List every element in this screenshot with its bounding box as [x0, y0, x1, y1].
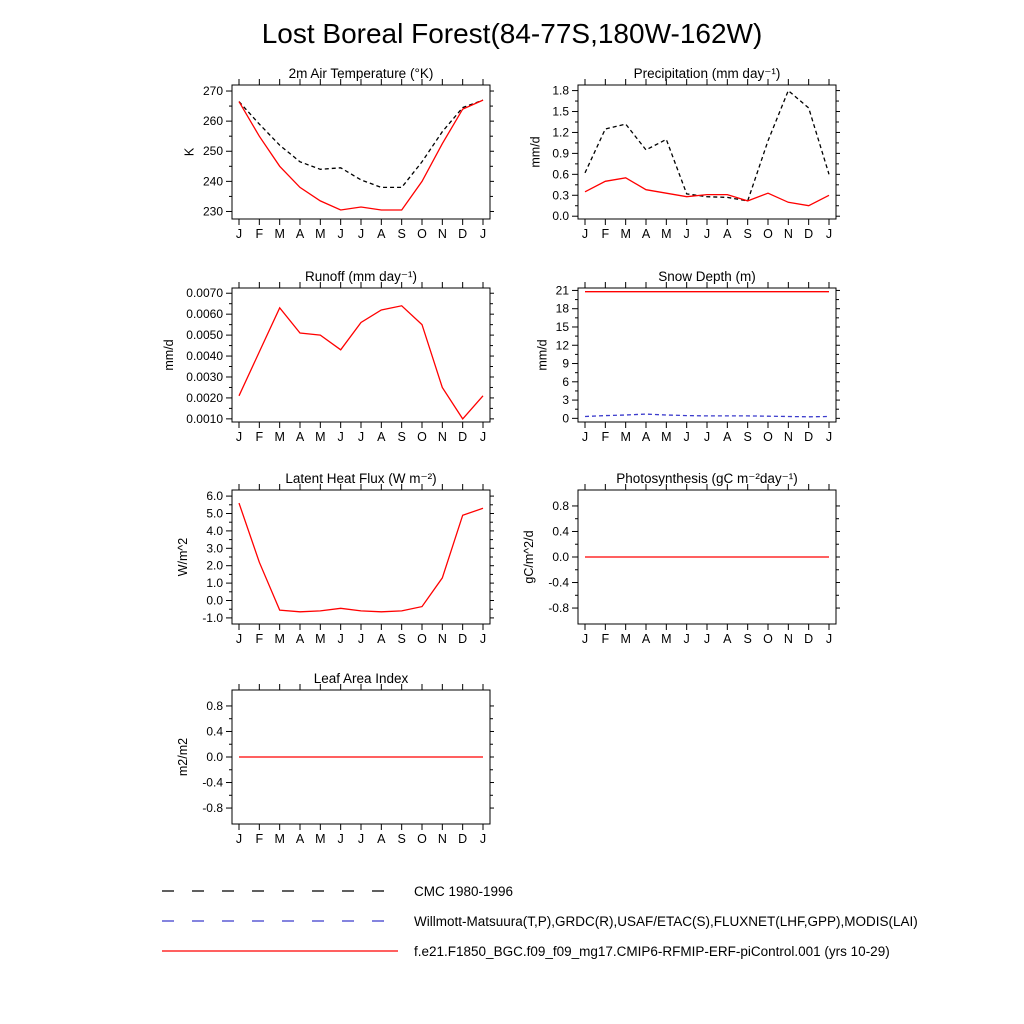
month-label: O: [763, 227, 773, 241]
month-label: M: [620, 227, 631, 241]
month-label: O: [417, 632, 427, 646]
y-axis-label: m2/m2: [175, 737, 190, 777]
month-label: O: [417, 430, 427, 444]
month-label: S: [397, 832, 406, 846]
month-label: J: [337, 430, 344, 444]
month-label: F: [255, 227, 264, 241]
month-label: S: [397, 430, 406, 444]
month-label: N: [783, 632, 793, 646]
y-axis-label: mm/d: [535, 339, 550, 371]
subplot-title: Leaf Area Index: [313, 671, 409, 686]
y-tick-label: 0.9: [552, 146, 569, 161]
month-label: A: [295, 832, 305, 846]
month-label: M: [274, 227, 285, 241]
y-tick-label: 270: [202, 84, 223, 99]
month-label: S: [397, 632, 406, 646]
y-tick-label: -0.8: [202, 801, 223, 816]
legend-swatch-0: [160, 883, 400, 899]
data-series-1: [239, 100, 483, 210]
y-tick-label: -1.0: [202, 610, 223, 625]
legend-label-0: CMC 1980-1996: [414, 883, 514, 899]
month-label: A: [641, 430, 651, 444]
y-tick-label: 1.2: [552, 125, 569, 140]
month-label: M: [620, 632, 631, 646]
y-tick-label: 0: [562, 411, 569, 426]
month-label: M: [274, 632, 285, 646]
month-label: N: [437, 632, 447, 646]
month-label: D: [458, 430, 468, 444]
month-label: S: [743, 430, 752, 444]
y-tick-label: 0.0060: [186, 307, 223, 322]
chart-latent-heat-flux: [154, 470, 494, 676]
y-tick-label: 12: [555, 338, 569, 353]
month-label: S: [743, 227, 752, 241]
y-tick-label: -0.8: [548, 601, 569, 616]
month-label: D: [804, 430, 814, 444]
legend: [160, 876, 918, 966]
y-tick-label: 21: [555, 283, 569, 298]
month-label: J: [581, 632, 589, 646]
data-series-0: [585, 91, 829, 201]
month-label: A: [377, 632, 386, 646]
month-label: J: [683, 632, 690, 646]
subplot-title: Precipitation (mm day⁻¹): [633, 66, 781, 81]
chart-snow-depth: [500, 268, 840, 474]
y-tick-label: 250: [202, 144, 223, 159]
y-tick-label: 260: [202, 114, 223, 129]
month-label: J: [357, 832, 365, 846]
y-tick-label: 0.0040: [186, 349, 223, 364]
month-label: J: [357, 632, 365, 646]
subplot-title: 2m Air Temperature (°K): [288, 66, 434, 81]
month-label: J: [337, 832, 344, 846]
month-label: F: [255, 430, 264, 444]
y-tick-label: 0.0010: [186, 411, 223, 426]
chart-canvas-runoff: [154, 268, 494, 474]
month-label: J: [235, 227, 243, 241]
month-label: J: [825, 430, 833, 444]
month-label: N: [437, 430, 447, 444]
chart-canvas-air-temperature: [154, 65, 494, 271]
month-label: A: [377, 430, 386, 444]
legend-label-2: f.e21.F1850_BGC.f09_f09_mg17.CMIP6-RFMIP-ERF-piControl.001 (yrs 10-29): [414, 943, 890, 959]
chart-air-temperature: [154, 65, 494, 271]
y-tick-label: -0.4: [202, 775, 223, 790]
month-label: A: [641, 632, 651, 646]
month-label: F: [255, 832, 264, 846]
y-tick-label: 1.8: [552, 83, 569, 98]
y-axis-label: mm/d: [162, 339, 177, 371]
month-label: N: [437, 832, 447, 846]
data-series-0: [239, 503, 483, 612]
month-label: A: [723, 430, 732, 444]
chart-precipitation: [500, 65, 840, 271]
y-tick-label: 15: [555, 319, 569, 334]
legend-row-1: [160, 906, 918, 936]
month-label: M: [315, 430, 326, 444]
month-label: M: [661, 227, 672, 241]
subplot-title: Photosynthesis (gC m⁻²day⁻¹): [616, 471, 798, 486]
y-tick-label: 0.3: [552, 188, 569, 203]
month-label: M: [315, 832, 326, 846]
subplot-title: Snow Depth (m): [658, 269, 756, 284]
plot-box: [232, 490, 490, 624]
month-label: O: [763, 430, 773, 444]
y-axis-label: K: [182, 147, 197, 157]
month-label: O: [763, 632, 773, 646]
month-label: A: [723, 227, 732, 241]
month-label: M: [620, 430, 631, 444]
month-label: D: [458, 832, 468, 846]
plot-box: [578, 85, 836, 219]
y-tick-label: 0.0: [206, 593, 223, 608]
month-label: J: [235, 430, 243, 444]
month-label: J: [581, 227, 589, 241]
y-tick-label: 0.0070: [186, 286, 223, 301]
month-label: D: [804, 227, 814, 241]
y-tick-label: 4.0: [206, 523, 223, 538]
data-series-0: [239, 100, 483, 187]
figure-title: Lost Boreal Forest(84-77S,180W-162W): [261, 18, 763, 49]
y-tick-label: 2.0: [206, 558, 223, 573]
data-series-0: [239, 306, 483, 419]
month-label: M: [315, 227, 326, 241]
legend-row-0: [160, 876, 918, 906]
month-label: N: [783, 430, 793, 444]
month-label: J: [337, 632, 344, 646]
month-label: F: [601, 632, 610, 646]
chart-canvas-photosynthesis: [500, 470, 840, 676]
month-label: A: [377, 832, 386, 846]
month-label: J: [703, 632, 711, 646]
legend-row-2: [160, 936, 918, 966]
month-label: J: [479, 227, 487, 241]
month-label: A: [641, 227, 651, 241]
y-tick-label: 1.0: [206, 576, 223, 591]
y-tick-label: 0.4: [552, 524, 569, 539]
data-series-0: [585, 414, 829, 417]
chart-leaf-area-index: [154, 670, 494, 876]
y-tick-label: 0.0: [552, 550, 569, 564]
legend-swatch-1: [160, 913, 400, 929]
y-tick-label: 0.4: [206, 724, 223, 739]
month-label: J: [357, 430, 365, 444]
month-label: A: [295, 632, 305, 646]
subplot-title: Runoff (mm day⁻¹): [305, 269, 417, 284]
month-label: M: [274, 832, 285, 846]
y-axis-label: gC/m^2/d: [521, 530, 536, 584]
data-series-1: [585, 178, 829, 206]
month-label: F: [601, 227, 610, 241]
month-label: J: [479, 430, 487, 444]
legend-swatch-2: [160, 943, 400, 959]
month-label: A: [295, 227, 305, 241]
subplot-title: Latent Heat Flux (W m⁻²): [285, 471, 437, 486]
month-label: A: [295, 430, 305, 444]
month-label: J: [479, 632, 487, 646]
month-label: N: [783, 227, 793, 241]
month-label: A: [377, 227, 386, 241]
y-tick-label: 240: [202, 174, 223, 189]
y-tick-label: 5.0: [206, 506, 223, 521]
month-label: J: [703, 227, 711, 241]
y-tick-label: 0.8: [552, 498, 569, 513]
month-label: J: [235, 632, 243, 646]
y-tick-label: 3: [562, 393, 569, 408]
y-tick-label: 6: [562, 374, 569, 389]
month-label: N: [437, 227, 447, 241]
y-tick-label: 18: [555, 301, 569, 316]
y-tick-label: 9: [562, 356, 569, 371]
month-label: J: [683, 430, 690, 444]
chart-canvas-precipitation: [500, 65, 840, 271]
month-label: S: [397, 227, 406, 241]
plot-box: [578, 288, 836, 422]
y-axis-label: mm/d: [528, 136, 543, 168]
month-label: J: [479, 832, 487, 846]
month-label: J: [825, 632, 833, 646]
y-tick-label: 230: [202, 204, 223, 219]
month-label: J: [581, 430, 589, 444]
y-tick-label: 0.0050: [186, 328, 223, 343]
y-tick-label: 0.0030: [186, 369, 223, 384]
month-label: J: [703, 430, 711, 444]
month-label: F: [601, 430, 610, 444]
y-tick-label: -0.4: [548, 575, 569, 590]
chart-photosynthesis: [500, 470, 840, 676]
month-label: M: [315, 632, 326, 646]
month-label: S: [743, 632, 752, 646]
month-label: O: [417, 227, 427, 241]
y-tick-label: 0.8: [206, 698, 223, 713]
month-label: D: [458, 227, 468, 241]
month-label: J: [357, 227, 365, 241]
chart-canvas-latent-heat-flux: [154, 470, 494, 676]
y-axis-label: W/m^2: [175, 537, 190, 577]
chart-runoff: [154, 268, 494, 474]
y-tick-label: 6.0: [206, 489, 223, 504]
month-label: M: [274, 430, 285, 444]
chart-canvas-leaf-area-index: [154, 670, 494, 876]
y-tick-label: 3.0: [206, 541, 223, 556]
y-tick-label: 0.0020: [186, 390, 223, 405]
month-label: F: [255, 632, 264, 646]
month-label: M: [661, 632, 672, 646]
month-label: M: [661, 430, 672, 444]
y-tick-label: 0.6: [552, 167, 569, 182]
chart-canvas-snow-depth: [500, 268, 840, 474]
month-label: J: [683, 227, 690, 241]
month-label: A: [723, 632, 732, 646]
legend-label-1: Willmott-Matsuura(T,P),GRDC(R),USAF/ETAC(S),FLUXNET(LHF,GPP),MODIS(LAI): [414, 913, 918, 929]
month-label: J: [825, 227, 833, 241]
month-label: O: [417, 832, 427, 846]
y-tick-label: 0.0: [206, 750, 223, 764]
y-tick-label: 1.5: [552, 104, 569, 119]
month-label: J: [235, 832, 243, 846]
y-tick-label: 0.0: [552, 209, 569, 224]
month-label: D: [458, 632, 468, 646]
month-label: D: [804, 632, 814, 646]
month-label: J: [337, 227, 344, 241]
